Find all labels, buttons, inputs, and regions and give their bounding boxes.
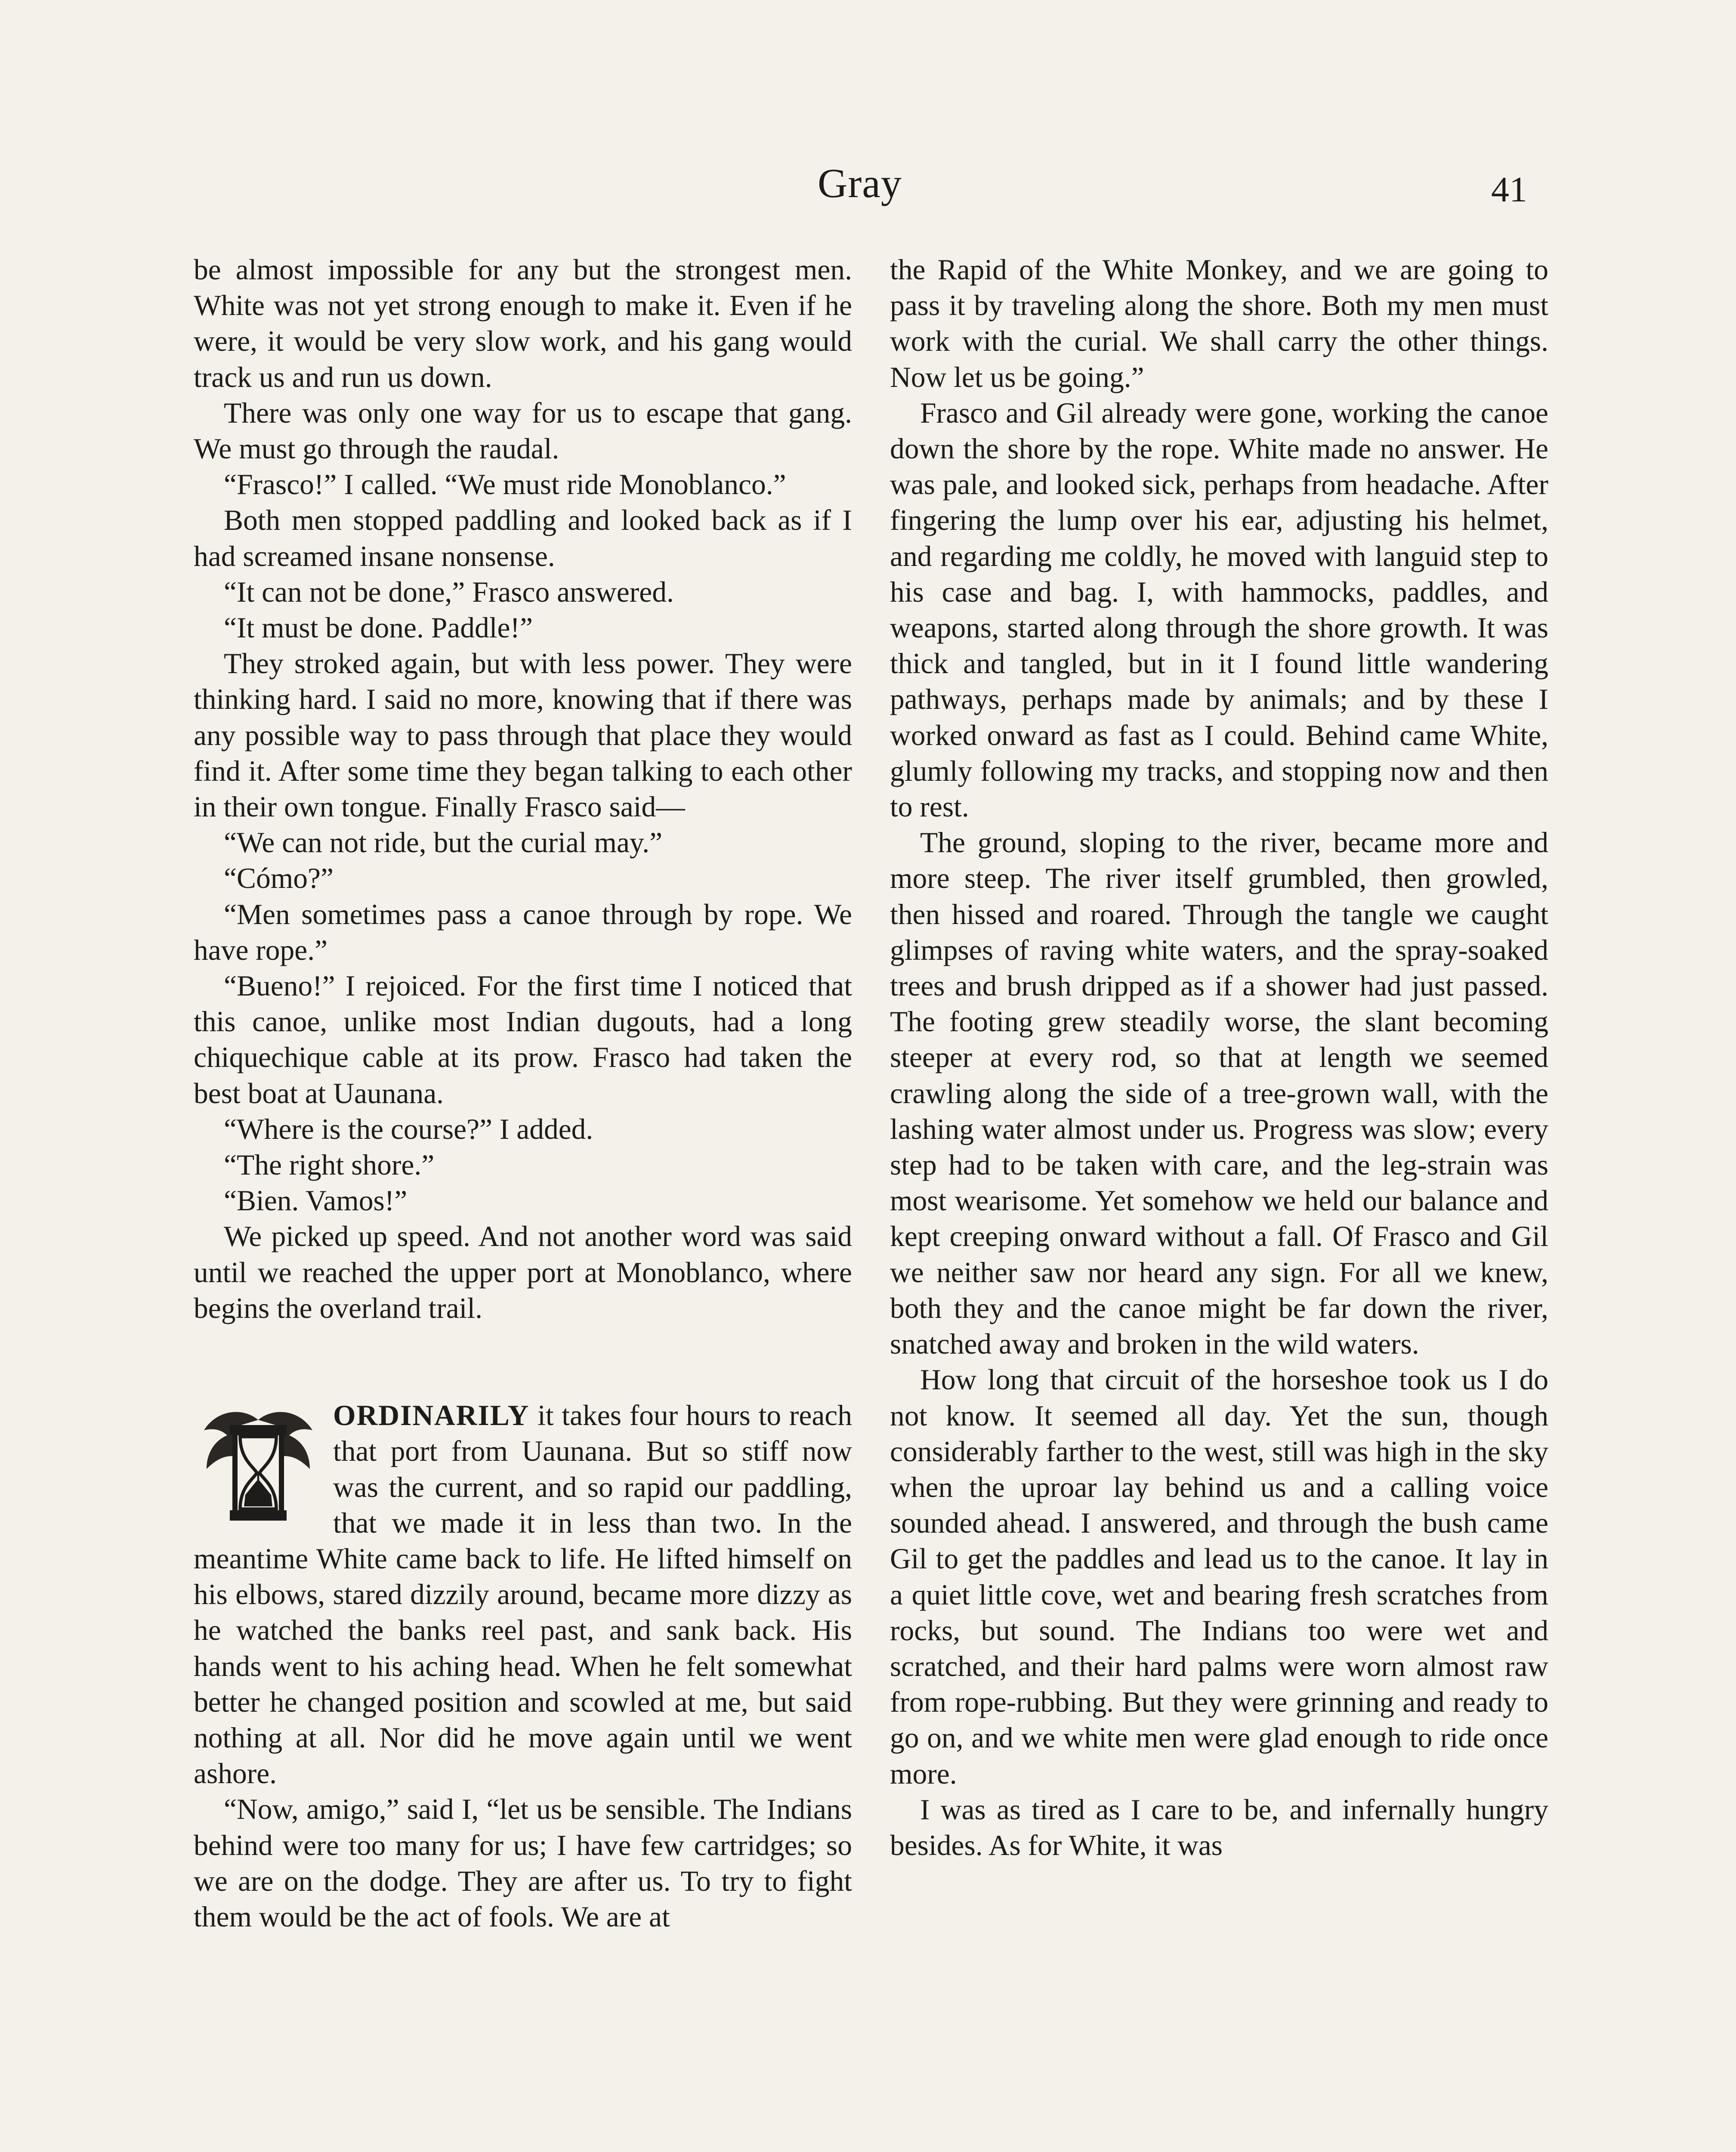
section-break [194,1326,852,1398]
paragraph: “Cómo?” [224,862,334,895]
paragraph: “We can not ride, but the curial may.” [224,826,663,859]
paragraph: “Bien. Vamos!” [224,1184,408,1217]
paragraph: Both men stopped paddling and looked back as if I had screamed insane nonsense. [194,504,852,572]
paragraph: “Bueno!” I rejoiced. For the first time I noticed that this canoe, unlike most Indian dugouts, had a long chiquechique cable at its prow. Frasco had taken the best boat at Uaunana. [194,970,852,1110]
left-text-column [194,252,852,1935]
paragraph: “Frasco!” I called. “We must ride Monoblanco.” [224,468,786,501]
paragraph: The ground, sloping to the river, became more and more steep. The river itself grumbled, then growled, then hissed and roared. Through the tangle we caught glimpses of raving white waters, and the spray-soaked trees and brush dripped as if a shower had just passed. The footing grew steadily worse, the slant becoming steeper at every rod, so that at length we seemed crawling along the side of a tree-grown wall, with the lashing water almost under us. Progress was slow; every step had to be taken with care, and the leg-strain was most wearisome. Yet somehow we held our balance and kept creeping onward without a fall. Of Frasco and Gil we neither saw nor heard any sign. For all we knew, both they and the canoe might be far down the river, snatched away and broken in the wild waters. [890,826,1548,1360]
running-header-title: Gray [818,160,902,206]
paragraph: the Rapid of the White Monkey, and we are going to pass it by traveling along the shore. Both my men must work with the curial. We shall carry the other things. Now let us be going.” [890,254,1548,393]
paragraph: “Now, amigo,” said I, “let us be sensible. The Indians behind were too many for us; I have few cartridges; so we are on the dodge. They are after us. To try to fight them would be the act of fools. We are at [194,1793,852,1933]
page-number: 41 [1491,170,1527,210]
paragraph: “Where is the course?” I added. [224,1113,593,1145]
right-text-column [890,252,1548,1863]
paragraph: There was only one way for us to escape that gang. We must go through the raudal. [194,396,852,465]
paragraph: Frasco and Gil already were gone, working the canoe down the shore by the rope. White made no answer. He was pale, and looked sick, perhaps from headache. After fingering the lump over his ear, adjusting his helmet, and regarding me coldly, he moved with languid step to his case and bag. I, with hammocks, paddles, and weapons, started along through the shore growth. It was thick and tangled, but in it I found little wandering pathways, perhaps made by animals; and by these I worked onward as fast as I could. Behind came White, glumly following my tracks, and stopping now and then to rest. [890,396,1548,823]
section-first-text: it takes four hours to reach that port from Uaunana. But so stiff now was the current, and so rapid our paddling, that we made it in less than two. In the meantime White came back to life. He lifted himself on his elbows, stared dizzily around, became more dizzy as he watched the banks reel past, and sank back. His hands went to his aching head. When he felt somewhat better he changed position and scowled at me, but said nothing at all. Nor did he move again until we went ashore. [194,1399,853,1790]
section-lead-word: ORDINARILY [333,1399,530,1432]
paragraph: be almost impossible for any but the strongest men. White was not yet strong enough to make it. Even if he were, it would be very slow work, and his gang would track us and run us down. [194,254,852,393]
section-opening [194,1398,852,1791]
paragraph: I was as tired as I care to be, and infernally hungry besides. As for White, it was [890,1793,1548,1861]
hourglass-vignette-icon [194,1402,323,1531]
paragraph: “The right shore.” [224,1149,435,1181]
paragraph: They stroked again, but with less power. They were thinking hard. I said no more, knowing that if there was any possible way to pass through that place they would find it. After some time they began talking to each other in their own tongue. Finally Frasco said— [194,647,852,823]
paragraph: “Men sometimes pass a canoe through by rope. We have rope.” [194,898,852,966]
paragraph: “It can not be done,” Frasco answered. [224,575,674,608]
paragraph: How long that circuit of the horseshoe took us I do not know. It seemed all day. Yet the sun, though considerably farther to the west, still was high in the sky when the uproar lay behind us and a calling voice sounded ahead. I answered, and through the bush came Gil to get the paddles and lead us to the canoe. It lay in a quiet little cove, wet and bearing fresh scratches from rocks, but sound. The Indians too were wet and scratched, and their hard palms were worn almost raw from rope-rubbing. But they were grinning and ready to go on, and we white men were glad enough to ride once more. [890,1364,1548,1790]
paragraph: We picked up speed. And not another word was said until we reached the upper port at Monoblanco, where begins the overland trail. [194,1220,852,1324]
paragraph: “It must be done. Paddle!” [224,612,533,644]
